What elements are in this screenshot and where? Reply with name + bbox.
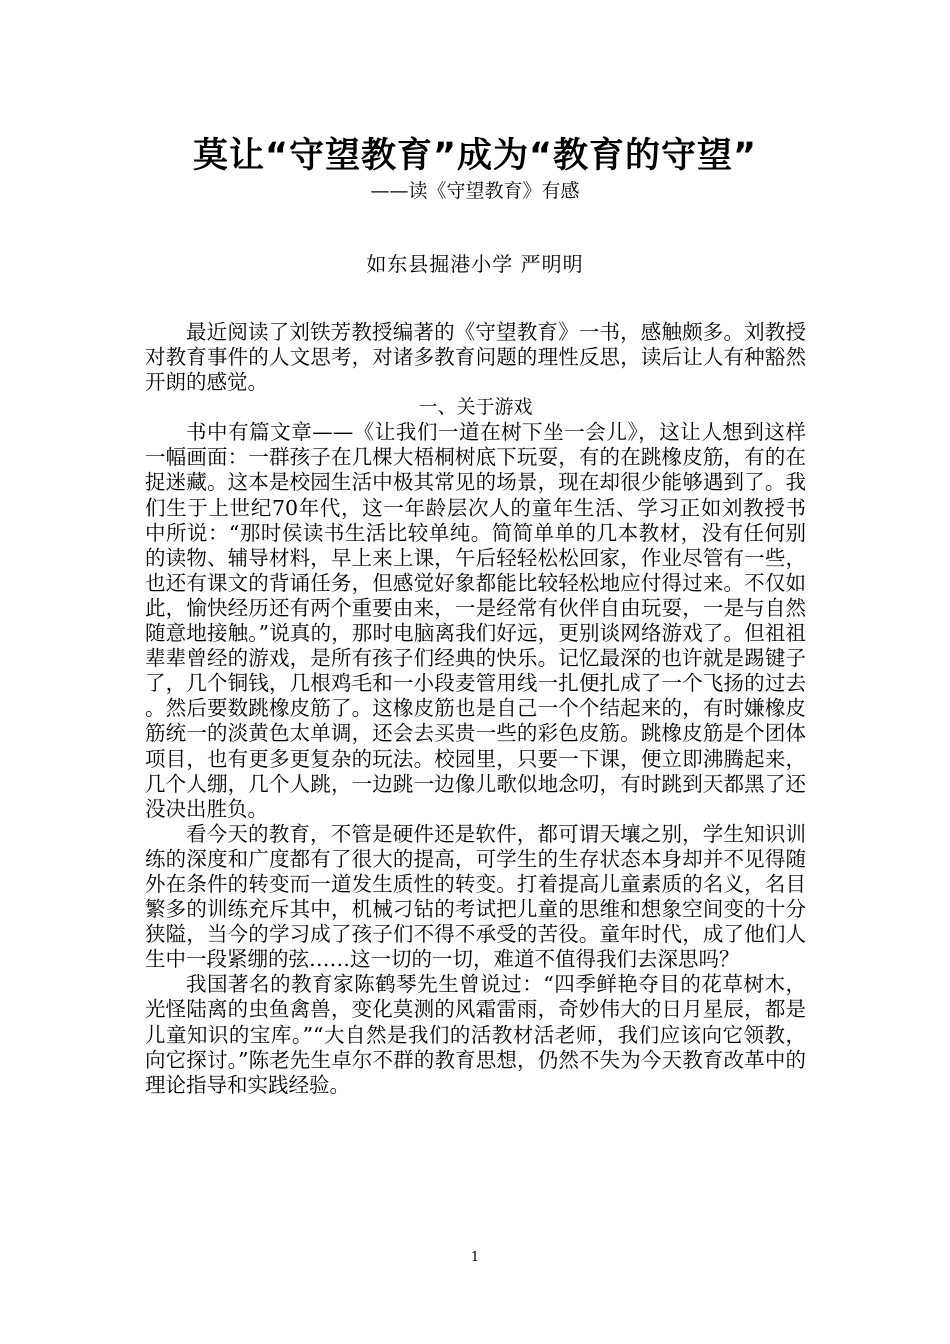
document-body: [145, 320, 806, 1098]
document-author: 如东县掘港小学 严明明: [366, 252, 584, 276]
body-paragraph: 书中有篇文章——《让我们一道在树下坐一会儿》，这让人想到这样一幅画面：一群孩子在几棵大梧桐树底下玩耍，有的在跳橡皮筋，有的在捉迷藏。这本是校园生活中极其常见的场景，现在却很少能够遇到了。我们生于上世纪70年代，这一年龄层次人的童年生活、学习正如刘教授书中所说：“那时侯读书生活比较单纯。简简单单的几本教材，没有任何别的读物、辅导材料，早上来上课，午后轻轻松松回家，作业尽管有一些，也还有课文的背诵任务，但感觉好象都能比较轻松地应付得过来。不仅如此，愉快经历还有两个重要由来，一是经常有伙伴自由玩耍，一是与自然随意地接触。”说真的，那时电脑离我们好远，更别谈网络游戏了。但祖祖辈辈曾经的游戏，是所有孩子们经典的快乐。记忆最深的也许就是踢键子了，几个铜钱，几根鸡毛和一小段麦管用线一扎便扎成了一个飞扬的过去。然后要数跳橡皮筋了。这橡皮筋也是自己一个个结起来的，有时嫌橡皮筋统一的淡黄色太单调，还会去买贵一些的彩色皮筋。跳橡皮筋是个团体项目，也有更多更复杂的玩法。校园里，只要一下课，便立即沸腾起来，几个人绷，几个人跳，一边跳一边像儿歌似地念叨，有时跳到天都黑了还没决出胜负。: [145, 420, 806, 821]
document-title: 莫让“守望教育”成为“教育的守望”: [192, 136, 757, 176]
document-subtitle: ——读《守望教育》有感: [370, 180, 580, 202]
intro-paragraph: 最近阅读了刘铁芳教授编著的《守望教育》一书，感触颇多。刘教授对教育事件的人文思考，对诸多教育问题的理性反思，读后让人有种豁然开朗的感觉。: [145, 320, 806, 395]
page-number: 1: [470, 1250, 480, 1265]
body-paragraph: 看今天的教育，不管是硬件还是软件，都可谓天壤之别，学生知识训练的深度和广度都有了很大的提高，可学生的生存状态本身却并不见得随外在条件的转变而一道发生质性的转变。打着提高儿童素质的名义，名目繁多的训练充斥其中，机械刁钻的考试把儿童的思维和想象空间变的十分狭隘，当今的学习成了孩子们不得不承受的苦役。童年时代，成了他们人生中一段紧绷的弦……这一切的一切，难道不值得我们去深思吗？: [145, 821, 806, 972]
section-heading: 一、关于游戏: [418, 396, 533, 419]
body-paragraph: 我国著名的教育家陈鹤琴先生曾说过：“四季鲜艳夺目的花草树木，光怪陆离的虫鱼禽兽，变化莫测的风霜雷雨，奇妙伟大的日月星辰，都是儿童知识的宝库。”“大自然是我们的活教材活老师，我们应该向它领教，向它探讨。”陈老先生卓尔不群的教育思想，仍然不失为今天教育改革中的理论指导和实践经验。: [145, 972, 806, 1097]
